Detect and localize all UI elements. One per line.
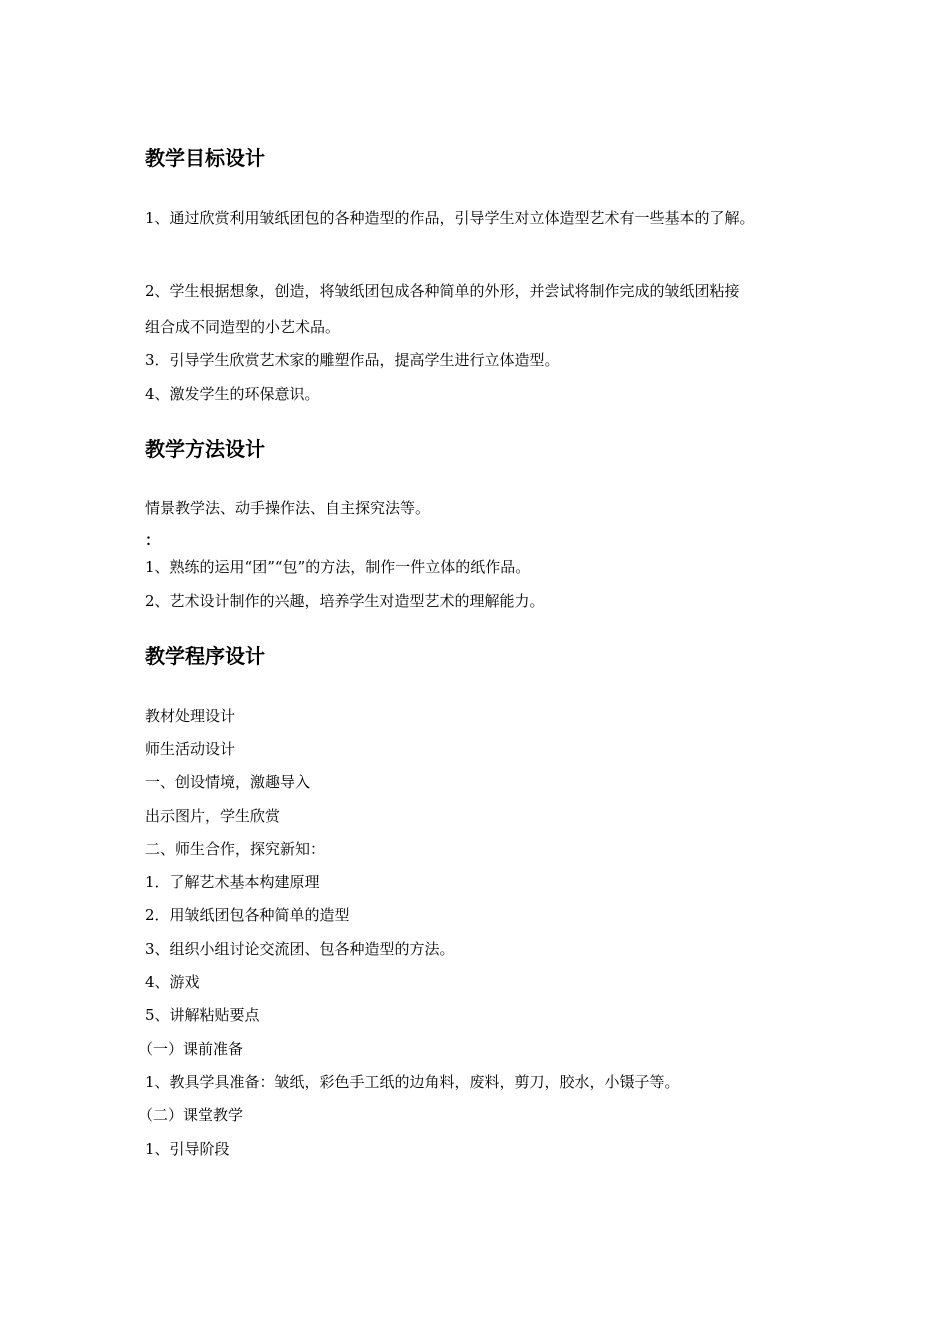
objective-item-4: 4、激发学生的环保意识。 [145, 385, 320, 403]
method-item-3: 2、艺术设计制作的兴趣，培养学生对造型艺术的理解能力。 [145, 592, 545, 610]
procedure-item: （一）课前准备 [138, 1040, 244, 1058]
procedure-item: 出示图片，学生欣赏 [145, 807, 281, 825]
procedure-item: 师生活动设计 [145, 740, 236, 758]
procedure-item: 1．了解艺术基本构建原理 [145, 873, 320, 891]
procedure-item: 1、教具学具准备：皱纸，彩色手工纸的边角料，废料，剪刀，胶水，小镊子等。 [145, 1073, 680, 1091]
objective-item-1: 1、通过欣赏利用皱纸团包的各种造型的作品，引导学生对立体造型艺术有一些基本的了解。 [145, 209, 755, 227]
procedure-item: 3、组织小组讨论交流团、包各种造型的方法。 [145, 940, 455, 958]
objective-item-2: 2、学生根据想象，创造，将皱纸团包成各种简单的外形，并尝试将制作完成的皱纸团粘接 [145, 282, 740, 300]
objective-item-3: 3．引导学生欣赏艺术家的雕塑作品，提高学生进行立体造型。 [145, 351, 560, 369]
method-item-2: 1、熟练的运用“团”“包”的方法，制作一件立体的纸作品。 [145, 558, 531, 576]
objective-item-2-cont: 组合成不同造型的小艺术品。 [145, 318, 341, 336]
heading-procedure: 教学程序设计 [145, 644, 265, 668]
procedure-item: 教材处理设计 [145, 707, 236, 725]
method-colon: ： [145, 531, 161, 549]
procedure-item: 二、师生合作，探究新知： [145, 840, 326, 858]
procedure-item: 一、创设情境，激趣导入 [145, 773, 311, 791]
procedure-item: （二）课堂教学 [138, 1106, 244, 1124]
method-item-1: 情景教学法、动手操作法、自主探究法等。 [145, 499, 431, 517]
procedure-item: 5、讲解粘贴要点 [145, 1006, 260, 1024]
heading-objectives: 教学目标设计 [145, 146, 265, 170]
procedure-item: 4、游戏 [145, 973, 200, 991]
procedure-item: 2．用皱纸团包各种简单的造型 [145, 906, 350, 924]
heading-methods: 教学方法设计 [145, 437, 265, 461]
procedure-item: 1、引导阶段 [145, 1140, 230, 1158]
